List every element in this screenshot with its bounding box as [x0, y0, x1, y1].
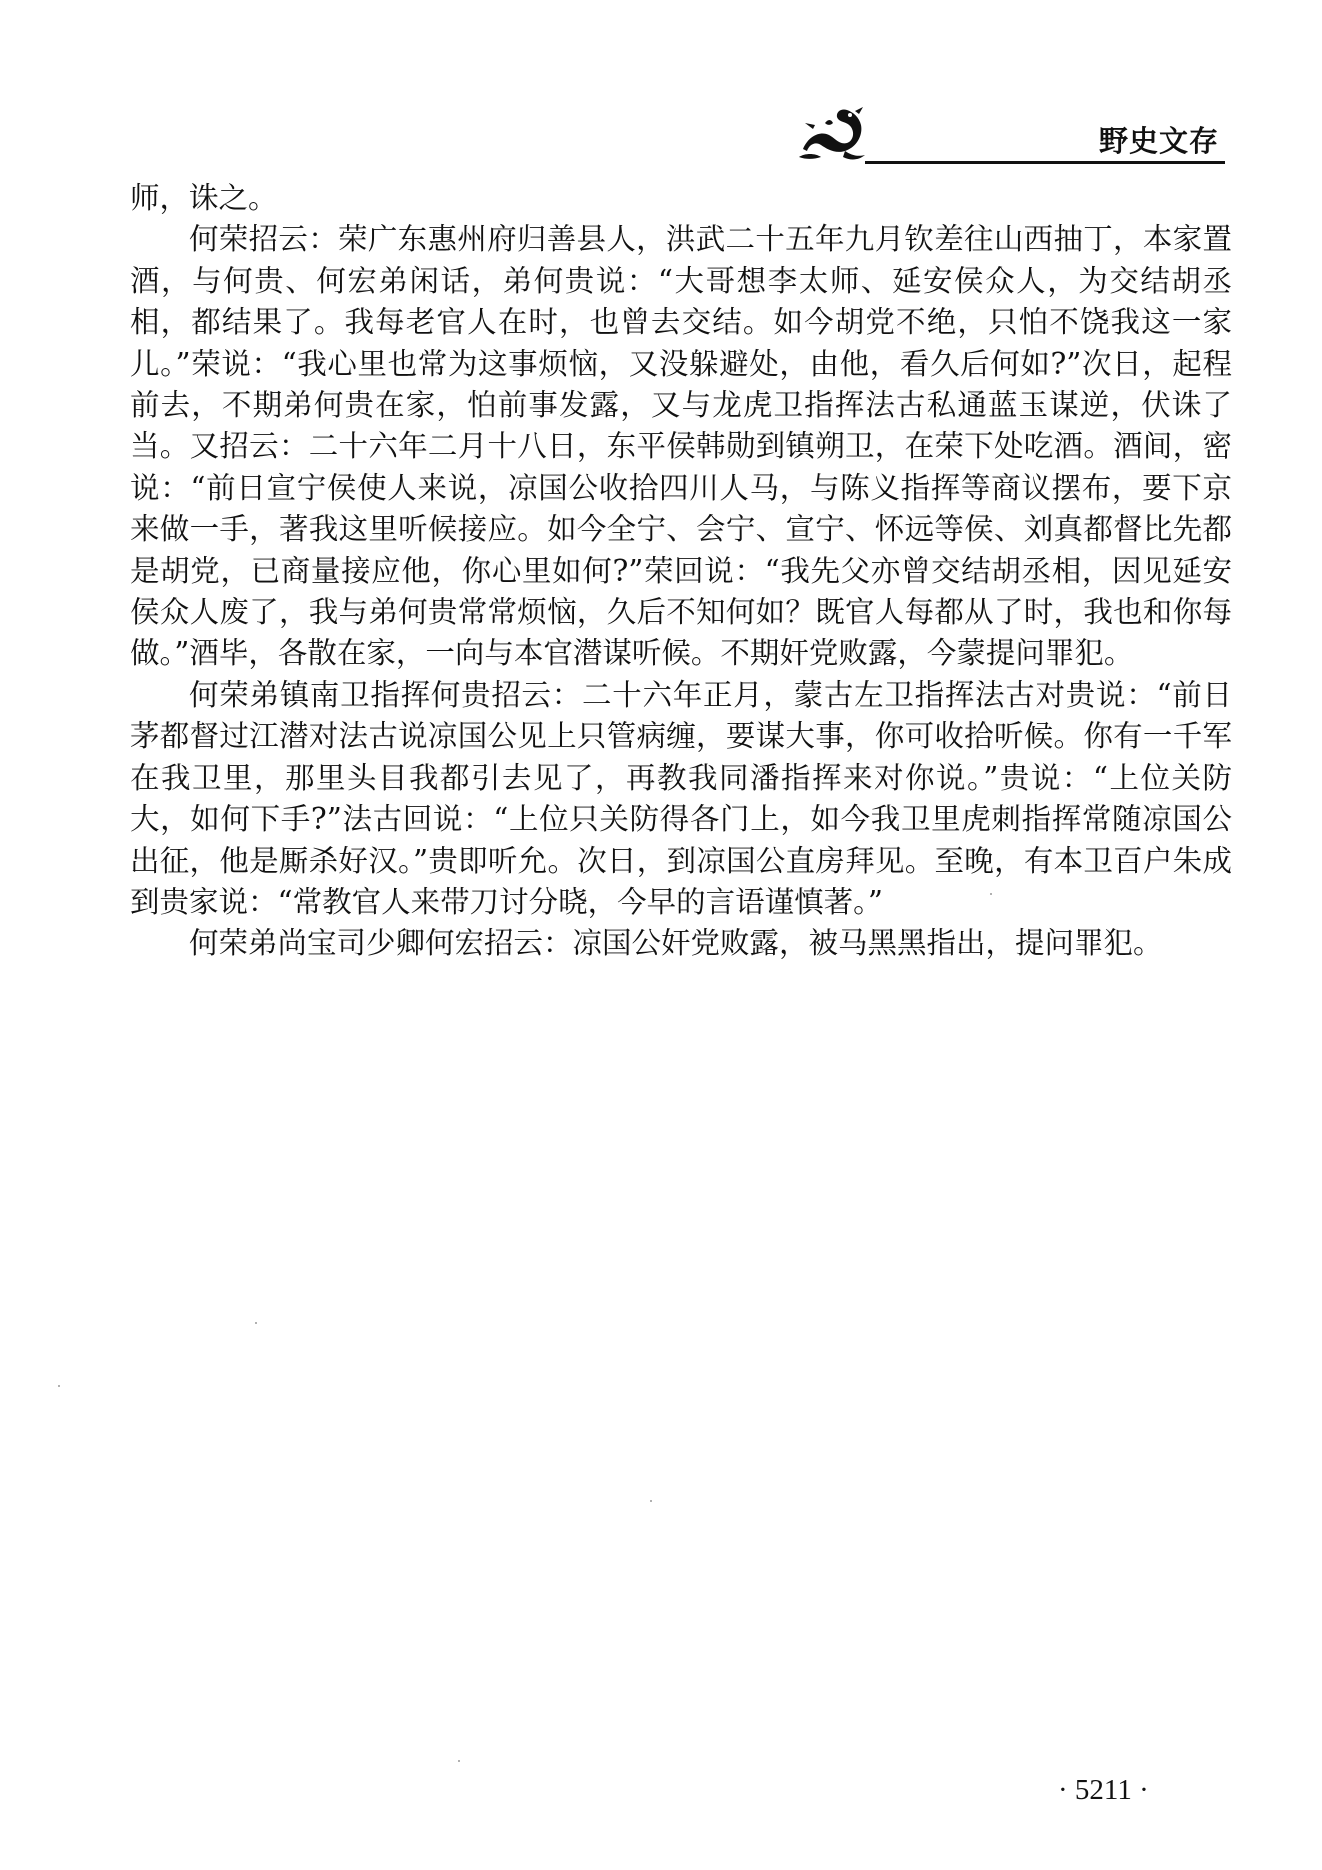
- dragon-emblem-icon: [795, 105, 869, 163]
- scan-speck: [990, 893, 992, 895]
- scan-speck: [58, 1385, 60, 1387]
- paragraph-4: 何荣弟尚宝司少卿何宏招云：凉国公奸党败露，被马黑黑指出，提问罪犯。: [189, 926, 1163, 961]
- running-header: [795, 105, 1225, 165]
- header-rule: [865, 161, 1225, 164]
- body-text: [130, 178, 1232, 965]
- running-header-title: 野史文存: [1098, 124, 1219, 158]
- scan-speck: [650, 1500, 652, 1502]
- scan-speck: [458, 1760, 460, 1762]
- paragraph-1: 师，诛之。: [130, 181, 278, 215]
- page-number: · 5211 ·: [1058, 1774, 1149, 1806]
- scan-speck: [255, 1322, 257, 1324]
- paragraph-2: 何荣招云：荣广东惠州府归善县人，洪武二十五年九月钦差往山西抽丁，本家置酒，与何贵、何宏弟闲话，弟何贵说：“大哥想李太师、延安侯众人，为交结胡丞相，都结果了。我每老官人在时，也曾去交结。如今胡党不绝，只怕不饶我这一家儿。”荣说：“我心里也常为这事烦恼，又没躲避处，由他，看久后何如?”次日，起程前去，不期弟何贵在家，怕前事发露，又与龙虎卫指挥法古私通蓝玉谋逆，伏诛了当。又招云：二十六年二月十八日，东平侯韩勋到镇朔卫，在荣下处吃酒。酒间，密说：“前日宣宁侯使人来说，凉国公收拾四川人马，与陈义指挥等商议摆布，要下京来做一手，著我这里听候接应。如今全宁、会宁、宣宁、怀远等侯、刘真都督比先都是胡党，已商量接应他，你心里如何?”荣回说：“我先父亦曾交结胡丞相，因见延安侯众人废了，我与弟何贵常常烦恼，久后不知何如？既官人每都从了时，我也和你每做。”酒毕，各散在家，一向与本官潜谋听候。不期奸党败露，今蒙提问罪犯。: [130, 222, 1232, 671]
- paragraph-3: 何荣弟镇南卫指挥何贵招云：二十六年正月，蒙古左卫指挥法古对贵说：“前日茅都督过江潜对法古说凉国公见上只管病缠，要谋大事，你可收拾听候。你有一千军在我卫里，那里头目我都引去见了，再教我同潘指挥来对你说。”贵说：“上位关防大，如何下手?”法古回说：“上位只关防得各门上，如今我卫里虎刺指挥常随凉国公出征，他是厮杀好汉。”贵即听允。次日，到凉国公直房拜见。至晚，有本卫百户朱成到贵家说：“常教官人来带刀讨分晓，今早的言语谨慎著。”: [130, 677, 1232, 919]
